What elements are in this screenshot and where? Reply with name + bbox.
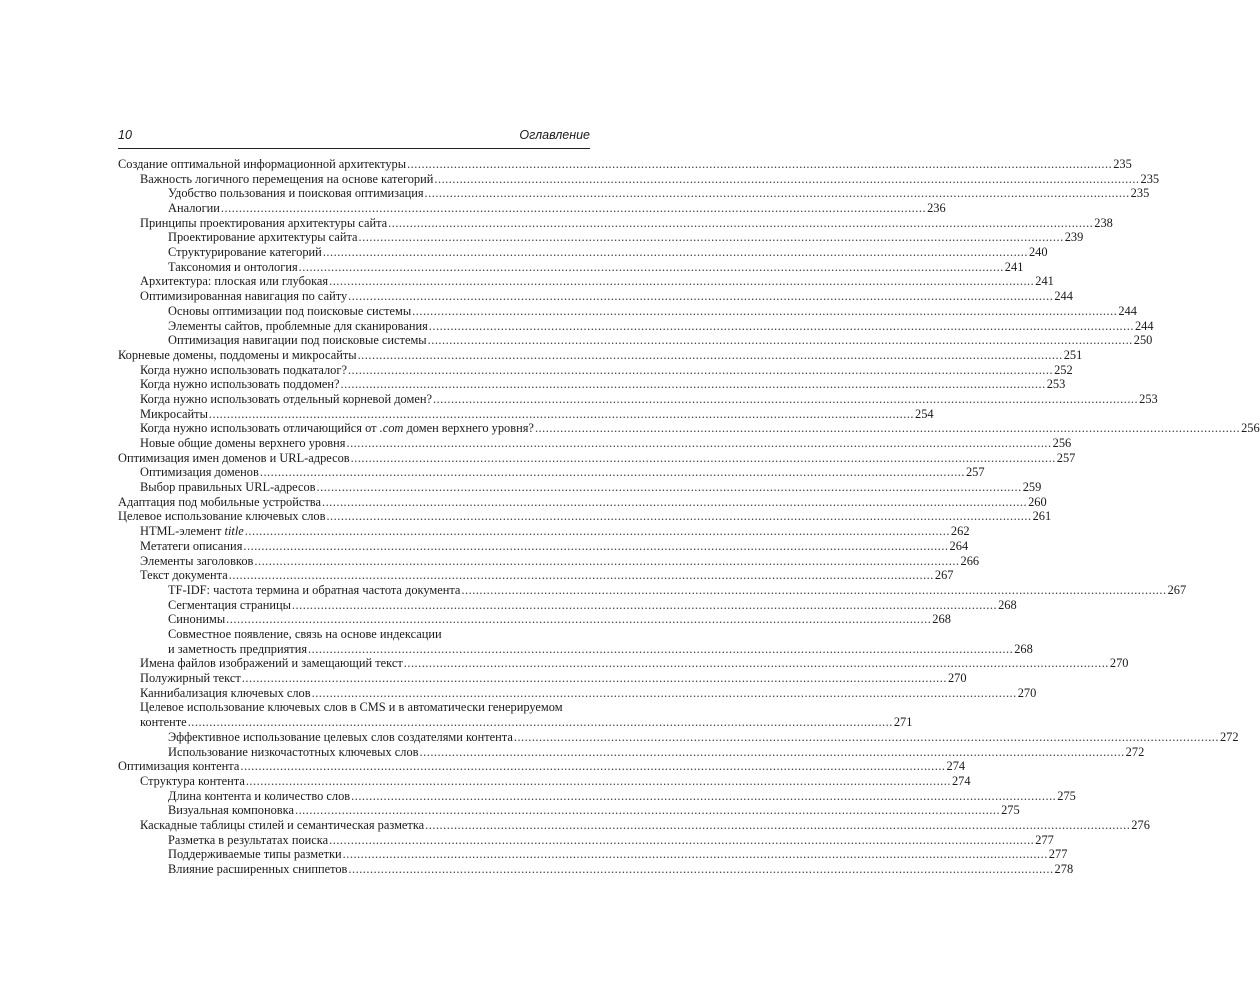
toc-entry-title: Микросайты [140, 406, 208, 421]
toc-entry [118, 538, 969, 554]
toc-page-number: 253 [1139, 391, 1158, 406]
toc-leader-dots [351, 451, 1056, 466]
toc-page-number: 272 [1125, 744, 1145, 759]
toc-entry-title: Принципы проектирования архитектуры сайта [140, 215, 388, 230]
toc-page-number: 236 [927, 201, 946, 216]
toc-entry [118, 832, 1054, 848]
toc-entry-title: Архитектура: плоская или глубокая [140, 274, 329, 289]
header-rule [118, 148, 590, 149]
toc-entry [118, 171, 1160, 187]
page-header [118, 128, 590, 146]
toc-entry-title: Элементы заголовков [140, 553, 254, 568]
toc-page-number: 240 [1028, 245, 1048, 260]
toc-leader-dots [428, 333, 1133, 348]
toc-leader-dots [429, 319, 1134, 334]
toc-entry [118, 788, 1076, 804]
toc-leader-dots [292, 598, 997, 613]
toc-entry-title: Когда нужно использовать отличающийся от .com домен верхнего уровня? [140, 421, 534, 436]
table-of-contents [118, 156, 1260, 877]
toc-page-number: 262 [950, 524, 970, 539]
toc-entry-title: Оптимизация имен доменов и URL-адресов [118, 450, 350, 465]
toc-entry-title: Сегментация страницы [168, 597, 291, 612]
toc-entry [118, 333, 1153, 348]
toc-entry [118, 656, 1129, 671]
toc-page-number: 268 [932, 612, 951, 627]
toc-page-number: 267 [934, 568, 954, 583]
toc-page-number: 235 [1130, 186, 1150, 201]
toc-entry-title: Использование низкочастотных ключевых слов [168, 744, 419, 759]
toc-leader-dots [359, 230, 1064, 245]
toc-leader-dots [535, 421, 1240, 436]
toc-entry-title: контенте [140, 715, 187, 730]
toc-entry-title: Важность логичного перемещения на основе категорий [140, 171, 434, 186]
toc-page-number: 274 [946, 759, 966, 774]
toc-entry [118, 450, 1076, 466]
toc-entry-title: Эффективное использование целевых слов создателями контента [168, 729, 513, 744]
toc-entry-title: Проектирование архитектуры сайта [168, 230, 358, 245]
toc-entry [118, 729, 1239, 745]
toc-entry [118, 347, 1083, 363]
toc-page-number: 275 [1057, 788, 1076, 803]
toc-leader-dots [295, 803, 1000, 818]
toc-entry-title: Удобство пользования и поисковая оптимизация [168, 186, 424, 201]
toc-entry [118, 201, 946, 216]
toc-entry-title: Адаптация под мобильные устройства [118, 494, 321, 509]
toc-leader-dots [412, 304, 1117, 319]
toc-leader-dots [351, 789, 1056, 804]
toc-leader-dots [254, 554, 959, 569]
toc-page-number: 274 [951, 773, 971, 788]
toc-entry-title: Оптимизированная навигация по сайту [140, 289, 348, 304]
toc-entry-title: Создание оптимальной информационной архитектуры [118, 156, 407, 171]
toc-entry [118, 362, 1073, 378]
toc-page-number: 268 [1014, 641, 1033, 656]
toc-entry-title-line1: Целевое использование ключевых слов в CMS и в автоматически генерируемом [140, 700, 563, 715]
toc-entry [118, 436, 1072, 451]
toc-entry-title: Корневые домены, поддомены и микросайты [118, 347, 357, 362]
toc-entry [118, 421, 1260, 436]
toc-entry-title: HTML-элемент title [140, 524, 244, 539]
toc-entry [118, 156, 1132, 172]
toc-page-number: 257 [965, 465, 985, 480]
toc-page-number: 271 [893, 715, 913, 730]
toc-entry-title: Метатеги описания [140, 538, 243, 553]
toc-entry [118, 685, 1037, 701]
toc-leader-dots [260, 465, 965, 480]
toc-page-number: 278 [1054, 862, 1074, 877]
toc-entry [118, 759, 966, 774]
toc-entry-title: Когда нужно использовать отдельный корневой домен? [140, 391, 432, 406]
toc-leader-dots [322, 495, 1027, 510]
toc-page-number: 244 [1118, 303, 1137, 318]
toc-entry-title: Когда нужно использовать подкаталог? [140, 362, 347, 377]
toc-page-number: 257 [1056, 450, 1076, 465]
toc-entry-title: Визуальная компоновка [168, 803, 294, 818]
toc-leader-dots [346, 436, 1051, 451]
toc-leader-dots [326, 509, 1031, 524]
toc-entry [118, 524, 970, 539]
toc-leader-dots [243, 539, 948, 554]
toc-entry-title: Элементы сайтов, проблемные для сканирования [168, 318, 428, 333]
toc-page-number: 253 [1046, 377, 1066, 392]
toc-page-number: 261 [1032, 509, 1052, 524]
toc-entry-title: Разметка в результатах поиска [168, 832, 329, 847]
toc-entry [118, 509, 1052, 525]
toc-page-number: 256 [1052, 436, 1072, 451]
toc-page-number: 264 [949, 538, 969, 553]
toc-entry-title: Таксономия и онтология [168, 259, 298, 274]
toc-page-number: 235 [1140, 171, 1160, 186]
toc-page-number: 254 [915, 406, 934, 421]
toc-entry-title: Поддерживаемые типы разметки [168, 847, 342, 862]
toc-page-number: 275 [1001, 803, 1020, 818]
toc-page-number: 239 [1064, 230, 1084, 245]
toc-entry-title: Имена файлов изображений и замещающий текст [140, 656, 403, 671]
toc-entry-title: Оптимизация контента [118, 759, 240, 774]
toc-entry-title: TF-IDF: частота термина и обратная частота документа [168, 582, 461, 597]
toc-entry [118, 862, 1074, 877]
toc-entry [118, 465, 985, 480]
toc-leader-dots [425, 818, 1130, 833]
toc-entry-title: Когда нужно использовать поддомен? [140, 377, 340, 392]
toc-leader-dots [407, 157, 1112, 172]
toc-entry-title: Оптимизация доменов [140, 465, 259, 480]
toc-leader-dots [434, 172, 1139, 187]
toc-leader-dots [348, 289, 1053, 304]
toc-entry-title: Длина контента и количество слов [168, 788, 351, 803]
toc-entry [118, 700, 913, 730]
toc-leader-dots [221, 201, 926, 216]
section-title: Оглавление [519, 128, 590, 142]
toc-page-number: 250 [1133, 333, 1153, 348]
toc-leader-dots [348, 363, 1053, 378]
toc-entry-title: Влияние расширенных сниппетов [168, 862, 348, 877]
toc-entry [118, 568, 954, 583]
toc-leader-dots [226, 612, 931, 627]
toc-entry [118, 582, 1187, 598]
toc-entry [118, 744, 1145, 760]
toc-entry [118, 803, 1020, 818]
page-number: 10 [118, 128, 132, 142]
toc-page-number: 270 [1017, 685, 1037, 700]
toc-entry [118, 245, 1048, 260]
toc-page-number: 241 [1035, 274, 1054, 289]
toc-leader-dots [404, 656, 1109, 671]
toc-page-number: 256 [1241, 421, 1260, 436]
toc-entry [118, 259, 1024, 275]
toc-page-number: 260 [1028, 494, 1047, 509]
toc-entry [118, 597, 1017, 613]
toc-entry-title: Аналогии [168, 201, 220, 216]
toc-leader-dots [240, 759, 945, 774]
toc-leader-dots [420, 745, 1125, 760]
toc-leader-dots [348, 862, 1053, 877]
toc-leader-dots [242, 671, 947, 686]
toc-leader-dots [317, 480, 1022, 495]
toc-entry-title: Новые общие домены верхнего уровня [140, 436, 346, 451]
toc-page-number: 238 [1094, 215, 1113, 230]
toc-leader-dots [343, 847, 1048, 862]
toc-entry [118, 391, 1158, 407]
toc-entry-title-line1: Совместное появление, связь на основе индексации [168, 627, 442, 641]
toc-entry-title: Каскадные таблицы стилей и семантическая разметка [140, 817, 425, 832]
toc-leader-dots [461, 583, 1166, 598]
toc-page-number: 270 [1109, 656, 1129, 671]
toc-entry [118, 230, 1084, 245]
toc-leader-dots [209, 407, 914, 422]
toc-leader-dots [329, 274, 1034, 289]
toc-entry-title: Синонимы [168, 612, 226, 627]
toc-page-number: 270 [947, 671, 967, 686]
toc-entry [118, 612, 951, 627]
toc-entry-title: Каннибализация ключевых слов [140, 685, 311, 700]
toc-entry [118, 847, 1068, 862]
toc-entry-title: Оптимизация навигации под поисковые системы [168, 333, 427, 348]
toc-page-number: 267 [1167, 582, 1187, 597]
toc-leader-dots [329, 833, 1034, 848]
toc-entry [118, 377, 1066, 392]
toc-entry-title: Основы оптимизации под поисковые системы [168, 303, 412, 318]
toc-page-number: 277 [1048, 847, 1068, 862]
toc-entry-title: Полужирный текст [140, 671, 241, 686]
toc-entry-title: Структурирование категорий [168, 245, 322, 260]
toc-entry [118, 627, 1033, 656]
toc-entry [118, 303, 1137, 319]
toc-entry-title: Выбор правильных URL-адресов [140, 480, 316, 495]
toc-entry [118, 274, 1054, 290]
toc-leader-dots [433, 392, 1138, 407]
toc-entry [118, 480, 1042, 495]
toc-page-number: 266 [960, 553, 980, 568]
toc-entry [118, 406, 934, 422]
toc-page-number: 268 [998, 597, 1017, 612]
toc-entry-title: Текст документа [140, 568, 228, 583]
toc-entry [118, 215, 1113, 231]
toc-leader-dots [188, 715, 893, 730]
toc-page-number: 241 [1004, 259, 1024, 274]
toc-leader-dots [341, 377, 1046, 392]
toc-page-number: 235 [1113, 156, 1132, 171]
toc-entry-title: Структура контента [140, 773, 245, 788]
toc-page-number: 276 [1131, 817, 1150, 832]
toc-leader-dots [308, 642, 1013, 657]
toc-entry [118, 186, 1150, 201]
toc-entry [118, 671, 967, 686]
toc-leader-dots [514, 730, 1219, 745]
toc-leader-dots [229, 568, 934, 583]
toc-page-number: 251 [1063, 347, 1083, 362]
toc-leader-dots [388, 216, 1093, 231]
toc-page-number: 272 [1219, 729, 1239, 744]
toc-entry [118, 773, 971, 789]
toc-leader-dots [358, 348, 1063, 363]
toc-page-number: 244 [1054, 289, 1073, 304]
toc-entry [118, 318, 1154, 334]
toc-entry [118, 553, 980, 569]
toc-leader-dots [312, 686, 1017, 701]
toc-leader-dots [425, 186, 1130, 201]
toc-entry [118, 289, 1073, 304]
toc-page-number: 252 [1054, 362, 1073, 377]
toc-page-number: 277 [1035, 832, 1054, 847]
toc-leader-dots [245, 524, 950, 539]
toc-page-number: 259 [1022, 480, 1042, 495]
toc-leader-dots [299, 260, 1004, 275]
toc-entry-title: Целевое использование ключевых слов [118, 509, 326, 524]
toc-leader-dots [323, 245, 1028, 260]
toc-page-number: 244 [1134, 318, 1154, 333]
toc-entry [118, 494, 1047, 510]
toc-leader-dots [246, 774, 951, 789]
toc-entry-title: и заметность предприятия [168, 641, 308, 656]
toc-entry [118, 817, 1150, 833]
